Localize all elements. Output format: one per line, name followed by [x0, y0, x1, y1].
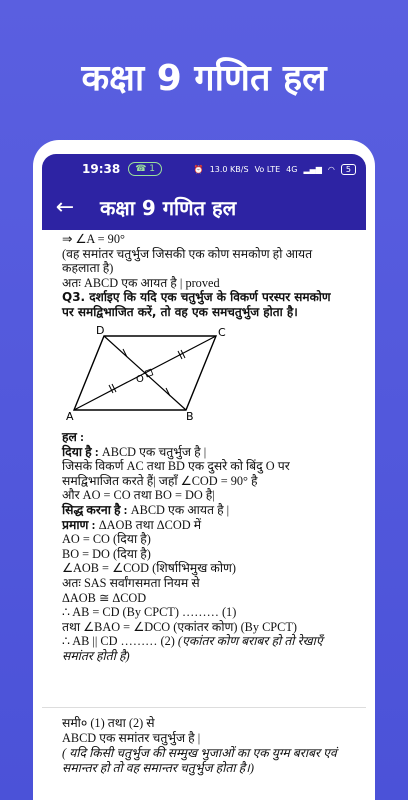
notification-count: 1 [149, 164, 156, 174]
text-line: AO = CO (दिया है) [62, 532, 151, 547]
signal-icon: ▂▄▆ [303, 164, 322, 174]
rhombus-figure [66, 324, 236, 424]
signal-type: 4G [286, 164, 298, 174]
text-line: तथा ∠BAO = ∠DCO (एकांतर कोण) (By CPCT) [62, 619, 297, 634]
vertex-label-a: A [66, 410, 74, 424]
alarm-icon: ⏰ [193, 164, 204, 174]
vertex-label-o: O [136, 374, 144, 386]
promo-headline: कक्षा 9 गणित हल [81, 58, 327, 99]
text-line: अतः SAS सर्वांगसमता नियम से [62, 575, 200, 590]
proof-line [62, 518, 346, 533]
to-prove-line [62, 503, 346, 518]
text-line: समी० (1) तथा (2) से [62, 716, 155, 730]
given-label: दिया है : [62, 444, 99, 459]
status-bar [42, 154, 366, 184]
status-time: 19:38 [82, 162, 121, 176]
text-line: BO = DO (दिया है) [62, 546, 151, 561]
notification-badge: ☎ 1 [128, 162, 162, 176]
text-line: ∴ AB = CD (By CPCT) ……… (1) [62, 605, 237, 620]
vertex-label-d: D [96, 324, 105, 338]
text-line [62, 634, 346, 663]
text-line: ΔAOB ≅ ΔCOD [62, 590, 147, 605]
given-text: ABCD एक चतुर्भुज है | [101, 444, 207, 459]
battery-icon [341, 164, 356, 175]
text-segment-italic: (एकांतर कोण बराबर हो तो रेखाएँ समांतर होती है) [62, 634, 323, 663]
text-line: ∠AOB = ∠COD (शिर्षाभिमुख कोण) [62, 561, 236, 576]
network-speed: 13.0 KB/S [209, 164, 249, 174]
text-segment: ∴ AB || CD ……… (2) [62, 634, 175, 649]
text-line: ABCD एक समांतर चतुर्भुज है | [62, 731, 201, 745]
phone-frame [33, 140, 375, 800]
to-prove-label: सिद्ध करना है : [62, 502, 128, 517]
app-bar [42, 184, 366, 230]
proof-label: प्रमाण : [62, 517, 96, 532]
battery-level: 5 [345, 164, 351, 174]
given-line [62, 445, 346, 460]
solution-label: हल : [62, 429, 85, 444]
vertex-label-b: B [186, 410, 194, 424]
solution-content-continued [42, 708, 366, 800]
text-line: ⇒ ∠A = 90° [62, 232, 125, 246]
text-line: अतः ABCD एक आयत है | proved [62, 275, 220, 290]
arrow-left-icon[interactable]: ← [55, 194, 75, 220]
to-prove-text: ABCD एक आयत है | [130, 502, 230, 517]
volte-label: Vo LTE [254, 164, 281, 174]
text-line: ( यदि किसी चतुर्भुज की सम्मुख भुजाओं का एक युग्म बराबर एवं समान्तर हो तो वह समान्तर चतुर्भुज होता है।) [62, 746, 337, 775]
proof-text: ΔAOB तथा ΔCOD में [98, 517, 202, 532]
text-line: और AO = CO तथा BO = DO है| [62, 488, 215, 503]
status-icons [194, 164, 356, 175]
wifi-icon: ◠ [327, 164, 335, 174]
vertex-label-c: C [218, 326, 226, 340]
page-title: कक्षा 9 गणित हल [100, 195, 237, 220]
text-line: जिसके विकर्ण AC तथा BD एक दुसरे को बिंदु O पर समद्विभाजित करते हैं| जहाँ ∠COD = 90° है [62, 459, 290, 488]
text-line: (वह समांतर चतुर्भुज जिसकी एक कोण समकोण हो आयत कहलाता है) [62, 246, 313, 276]
section-divider [42, 698, 366, 708]
solution-content [42, 230, 366, 698]
question-q3: Q3. दर्शाइए कि यदि एक चतुर्भुज के विकर्ण परस्पर समकोण पर समद्विभाजित करें, तो वह एक समचतुर्भुज होता है। [62, 290, 331, 320]
